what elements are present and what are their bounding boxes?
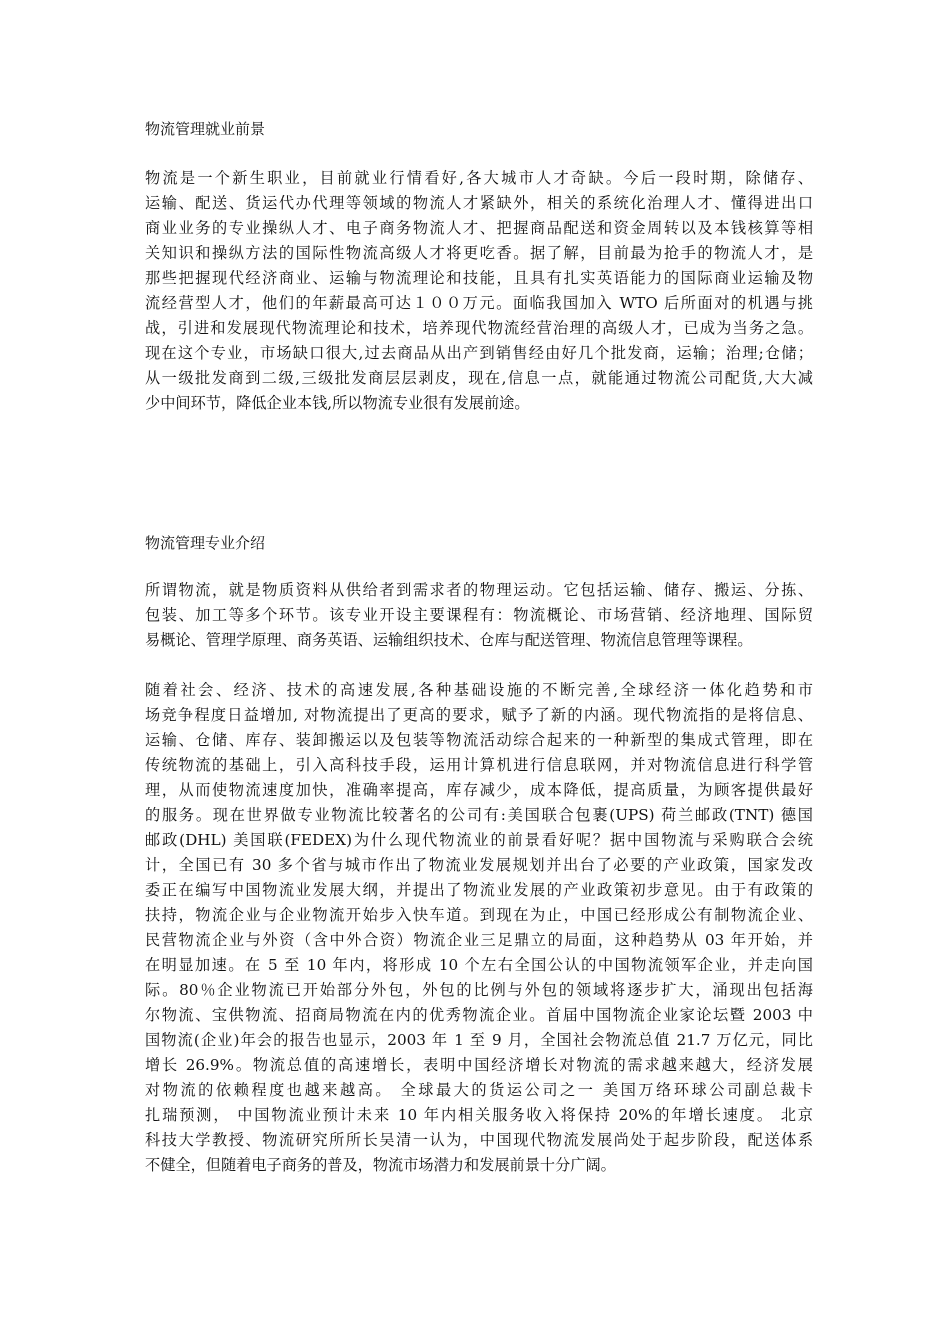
text-line: 现在这个专业，市场缺口很大,过去商品从出产到销售经由好几个批发商，运输；治理;仓储； xyxy=(145,344,813,362)
text-line: 商业业务的专业操纵人才、电子商务物流人才、把握商品配送和资金周转以及本钱核算等相 xyxy=(145,219,813,237)
text-line: 不健全，但随着电子商务的普及，物流市场潜力和发展前景十分广阔。 xyxy=(145,1156,616,1174)
text-line: 少中间环节，降低企业本钱,所以物流专业很有发展前途。 xyxy=(145,394,530,412)
text-line: 尔物流、宝供物流、招商局物流在内的优秀物流企业。首届中国物流企业家论坛暨 2003 中 xyxy=(145,1006,813,1024)
section-heading-employment-prospects: 物流管理就业前景 xyxy=(145,120,266,138)
text-line: 流经营型人才，他们的年薪最高可达１００万元。面临我国加入 WTO 后所面对的机遇与挑 xyxy=(145,294,813,312)
text-line: 运输、配送、货运代办代理等领域的物流人才紧缺外，相关的系统化治理人才、懂得进出口 xyxy=(145,194,813,212)
text-line: 那些把握现代经济商业、运输与物流理论和技能，且具有扎实英语能力的国际商业运输及物 xyxy=(145,269,813,287)
paragraph-employment-prospects xyxy=(145,166,813,416)
text-line: 增长 26.9%。物流总值的高速增长，表明中国经济增长对物流的需求越来越大，经济发展 xyxy=(145,1056,813,1074)
text-line: 所谓物流，就是物质资料从供给者到需求者的物理运动。它包括运输、储存、搬运、分拣、 xyxy=(145,581,813,599)
text-line: 理，从而使物流速度加快，准确率提高，库存减少，成本降低，提高质量，为顾客提供最好 xyxy=(145,781,813,799)
text-line: 传统物流的基础上，引入高科技手段，运用计算机进行信息联网，并对物流信息进行科学管 xyxy=(145,756,813,774)
text-line: 场竞争程度日益增加, 对物流提出了更高的要求，赋予了新的内涵。现代物流指的是将信息、 xyxy=(145,706,813,724)
text-line: 邮政(DHL) 美国联(FEDEX)为什么现代物流业的前景看好呢？据中国物流与采购联合会统 xyxy=(145,831,813,849)
text-line: 从一级批发商到二级,三级批发商层层剥皮，现在,信息一点，就能通过物流公司配货,大大减 xyxy=(145,369,813,387)
text-line: 的服务。现在世界做专业物流比较著名的公司有:美国联合包裹(UPS) 荷兰邮政(TNT) 德国 xyxy=(145,806,813,824)
text-line: 际。80％企业物流已开始部分外包，外包的比例与外包的领域将逐步扩大，涌现出包括海 xyxy=(145,981,813,999)
text-line: 战，引进和发展现代物流理论和技术，培养现代物流经营治理的高级人才，已成为当务之急。 xyxy=(145,319,813,337)
text-line: 易概论、管理学原理、商务英语、运输组织技术、仓库与配送管理、物流信息管理等课程。 xyxy=(145,631,753,649)
text-line: 运输、仓储、库存、装卸搬运以及包装等物流活动综合起来的一种新型的集成式管理，即在 xyxy=(145,731,813,749)
text-line: 扎瑞预测， 中国物流业预计未来 10 年内相关服务收入将保持 20%的年增长速度。 北京 xyxy=(145,1106,813,1124)
text-line: 在明显加速。在 5 至 10 年内，将形成 10 个左右全国公认的中国物流领军企业，并走向国 xyxy=(145,956,813,974)
text-line: 随着社会、经济、技术的高速发展,各种基础设施的不断完善,全球经济一体化趋势和市 xyxy=(145,681,813,699)
text-line: 委正在编写中国物流业发展大纲，并提出了物流业发展的产业政策初步意见。由于有政策的 xyxy=(145,881,813,899)
section-heading-major-introduction: 物流管理专业介绍 xyxy=(145,534,266,552)
text-line: 科技大学教授、物流研究所所长吴清一认为，中国现代物流发展尚处于起步阶段，配送体系 xyxy=(145,1131,813,1149)
text-line: 包装、加工等多个环节。该专业开设主要课程有：物流概论、市场营销、经济地理、国际贸 xyxy=(145,606,813,624)
text-line: 对物流的依赖程度也越来越高。 全球最大的货运公司之一 美国万络环球公司副总裁卡 xyxy=(145,1081,813,1099)
paragraph-logistics-development xyxy=(145,678,813,1178)
text-line: 计，全国已有 30 多个省与城市作出了物流业发展规划并出台了必要的产业政策，国家发改 xyxy=(145,856,813,874)
paragraph-logistics-definition xyxy=(145,578,813,653)
text-line: 国物流(企业)年会的报告也显示，2003 年 1 至 9 月，全国社会物流总值 21.7 万亿元，同比 xyxy=(145,1031,813,1049)
text-line: 扶持，物流企业与企业物流开始步入快车道。到现在为止，中国已经形成公有制物流企业、 xyxy=(145,906,813,924)
text-line: 关知识和操纵方法的国际性物流高级人才将更吃香。据了解，目前最为抢手的物流人才，是 xyxy=(145,244,813,262)
text-line: 物流是一个新生职业，目前就业行情看好,各大城市人才奇缺。今后一段时期，除储存、 xyxy=(145,169,813,187)
text-line: 民营物流企业与外资（含中外合资）物流企业三足鼎立的局面，这种趋势从 03 年开始，并 xyxy=(145,931,813,949)
